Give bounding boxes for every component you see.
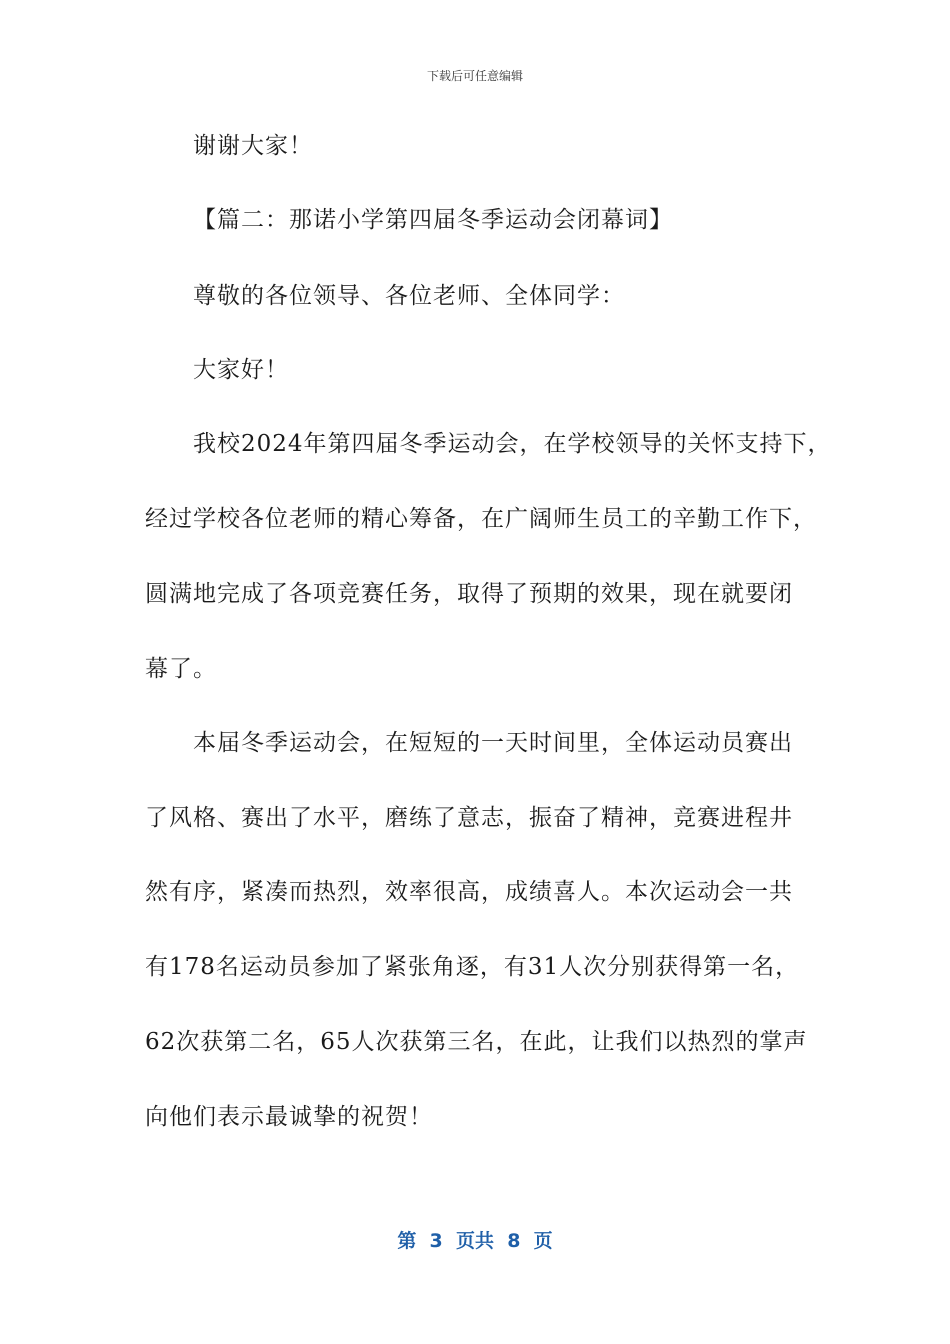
paragraph-line: 有178名运动员参加了紧张角逐，有31人次分别获得第一名， <box>145 954 800 980</box>
paragraph-line: 了风格、赛出了水平，磨练了意志，振奋了精神，竞赛进程井 <box>145 805 793 831</box>
paragraph-line: 62次获第二名，65人次获第三名，在此，让我们以热烈的掌声 <box>145 1029 808 1055</box>
paragraph-line: 谢谢大家！ <box>193 133 313 159</box>
paragraph-line: 经过学校各位老师的精心筹备，在广阔师生员工的辛勤工作下， <box>145 506 817 532</box>
header-note: 下载后可任意编辑 <box>426 69 523 83</box>
paragraph-line: 然有序，紧凑而热烈，效率很高，成绩喜人。本次运动会一共 <box>145 879 793 905</box>
paragraph-line: 幕了。 <box>145 656 217 682</box>
paragraph-line: 圆满地完成了各项竞赛任务，取得了预期的效果，现在就要闭 <box>145 581 793 607</box>
section-heading: 【篇二：那诺小学第四届冬季运动会闭幕词】 <box>193 207 673 233</box>
paragraph-line: 本届冬季运动会，在短短的一天时间里，全体运动员赛出 <box>193 730 793 756</box>
paragraph-line: 向他们表示最诚挚的祝贺！ <box>145 1104 433 1130</box>
paragraph-line: 尊敬的各位领导、各位老师、全体同学： <box>193 283 625 309</box>
page-number: 第 3 页共 8 页 <box>397 1230 553 1252</box>
paragraph-line: 大家好！ <box>193 357 289 383</box>
paragraph-line: 我校2024年第四届冬季运动会，在学校领导的关怀支持下， <box>193 431 832 457</box>
